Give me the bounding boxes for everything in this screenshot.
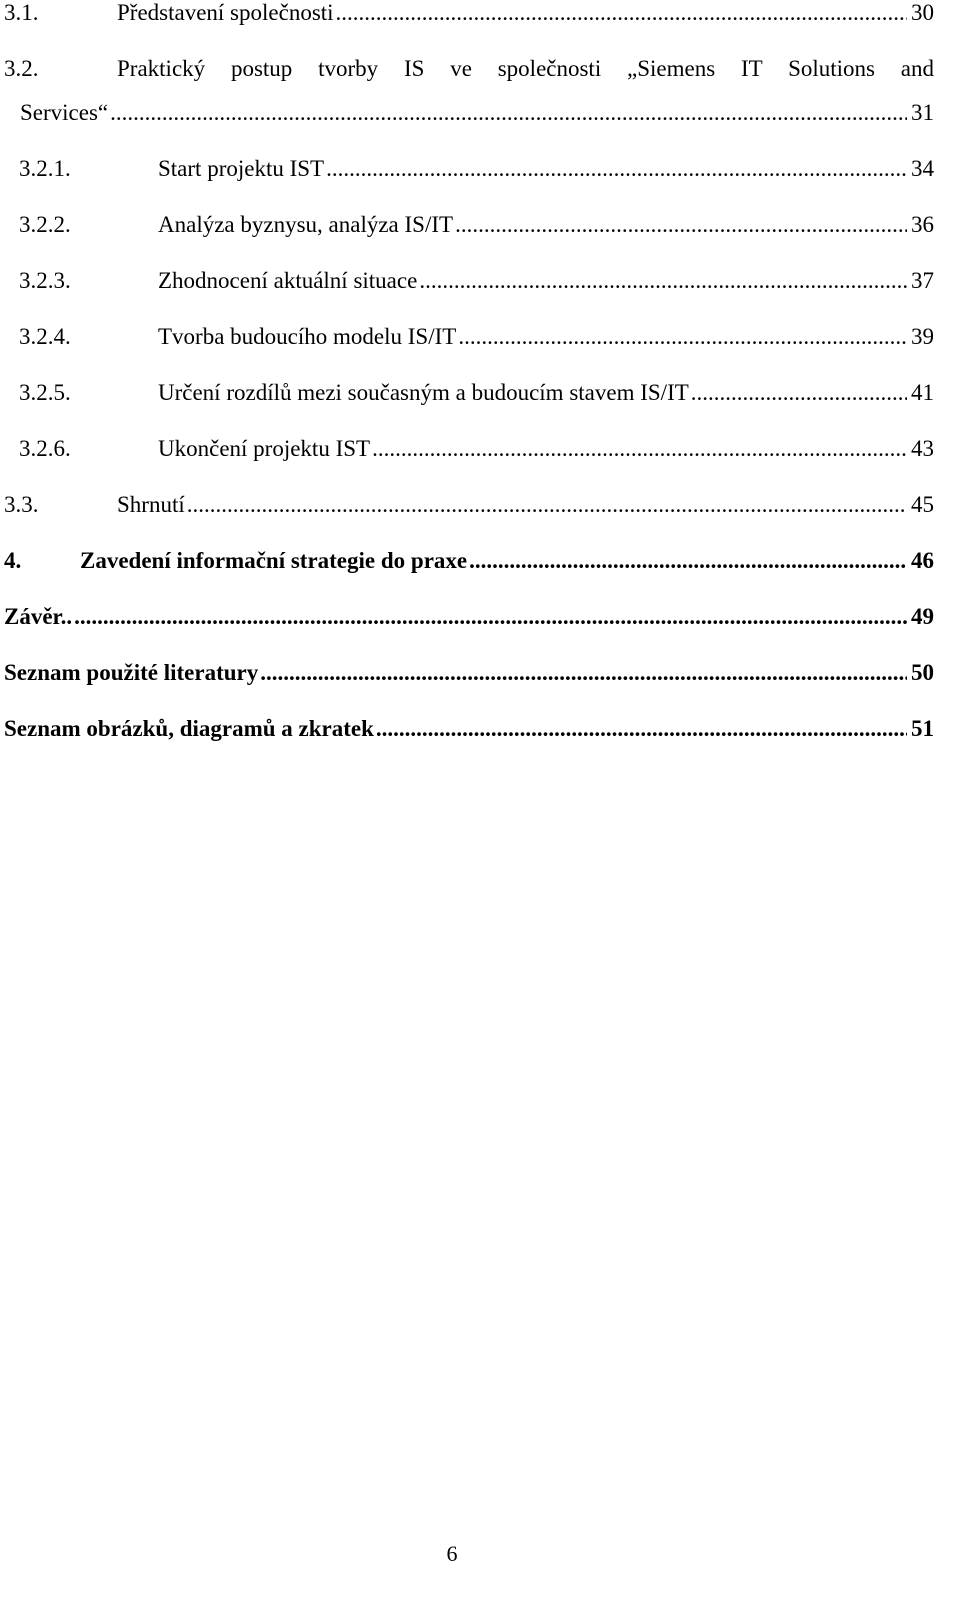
toc-entry-page: 50: [911, 660, 934, 685]
toc-entry-title: Zavedení informační strategie do praxe: [80, 548, 468, 573]
toc-leader-dots: [458, 324, 907, 350]
toc-entry-title: Zhodnocení aktuální situace: [158, 268, 418, 293]
toc-leader-dots: [110, 100, 907, 126]
toc-entry-literatura[interactable]: [4, 660, 934, 716]
toc-entry-page: 36: [911, 212, 934, 237]
toc-entry-page: 31: [911, 100, 934, 125]
toc-leader-dots: [336, 0, 907, 26]
toc-entry-3-3[interactable]: [4, 492, 934, 548]
toc-entry-zaver[interactable]: [4, 604, 934, 660]
page-number: 6: [446, 1541, 458, 1566]
toc-leader-dots: [260, 660, 907, 686]
toc-entry-number: 3.2.1.: [19, 156, 71, 181]
toc-entry-title: Závěr..: [4, 604, 73, 629]
toc-entry-title: Představení společnosti: [117, 0, 334, 25]
toc-entry-title: Seznam obrázků, diagramů a zkratek: [4, 716, 374, 741]
toc-entry-3-1[interactable]: [4, 0, 934, 56]
toc-entry-title: Start projektu IST: [158, 156, 325, 181]
toc-entry-title: Analýza byznysu, analýza IS/IT: [158, 212, 454, 237]
toc-entry-page: 51: [911, 716, 934, 741]
toc-entry-page: 49: [911, 604, 934, 629]
toc-leader-dots: [419, 268, 907, 294]
toc-entry-number: 3.2.5.: [19, 380, 71, 405]
toc-leader-dots: [372, 436, 907, 462]
toc-entry-title: Shrnutí: [117, 492, 185, 517]
toc-entry-number: 3.2.2.: [19, 212, 71, 237]
toc-entry-page: 46: [911, 548, 934, 573]
toc-leader-dots: [691, 380, 907, 406]
toc-leader-dots: [326, 156, 907, 182]
toc-entry-page: 45: [911, 492, 934, 517]
toc-leader-dots: [469, 548, 907, 574]
toc-entry-3-2[interactable]: [4, 56, 934, 156]
toc-entry-number: 3.3.: [4, 492, 39, 517]
table-of-contents: [4, 0, 934, 772]
toc-entry-title-line2: Services“: [20, 100, 109, 125]
toc-entry-title: Seznam použité literatury: [4, 660, 259, 685]
toc-entry-number: 3.2.6.: [19, 436, 71, 461]
toc-entry-number: 3.1.: [4, 0, 39, 25]
toc-leader-dots: [74, 604, 907, 630]
toc-entry-number: 3.2.: [4, 56, 39, 81]
toc-entry-page: 39: [911, 324, 934, 349]
toc-entry-3-2-6[interactable]: [4, 436, 934, 492]
toc-entry-3-2-1[interactable]: [4, 156, 934, 212]
toc-entry-4[interactable]: [4, 548, 934, 604]
toc-entry-3-2-4[interactable]: [4, 324, 934, 380]
toc-leader-dots: [187, 492, 907, 518]
toc-entry-title: Tvorba budoucího modelu IS/IT: [158, 324, 457, 349]
toc-entry-number: 3.2.3.: [19, 268, 71, 293]
toc-entry-page: 41: [911, 380, 934, 405]
toc-entry-title: Určení rozdílů mezi současným a budoucím stavem IS/IT: [158, 380, 689, 405]
toc-entry-title: Ukončení projektu IST: [158, 436, 371, 461]
toc-leader-dots: [376, 716, 907, 742]
toc-entry-obrazky[interactable]: [4, 716, 934, 772]
toc-entry-page: 43: [911, 436, 934, 461]
toc-entry-3-2-3[interactable]: [4, 268, 934, 324]
toc-entry-title-line1: Praktický postup tvorby IS ve společnosti „Siemens IT Solutions and: [117, 56, 934, 81]
toc-entry-3-2-5[interactable]: [4, 380, 934, 436]
toc-entry-number: 4.: [4, 548, 22, 573]
toc-leader-dots: [455, 212, 907, 238]
toc-entry-page: 34: [911, 156, 934, 181]
toc-entry-page: 37: [911, 268, 934, 293]
toc-entry-3-2-2[interactable]: [4, 212, 934, 268]
toc-entry-page: 30: [911, 0, 934, 25]
toc-entry-number: 3.2.4.: [19, 324, 71, 349]
